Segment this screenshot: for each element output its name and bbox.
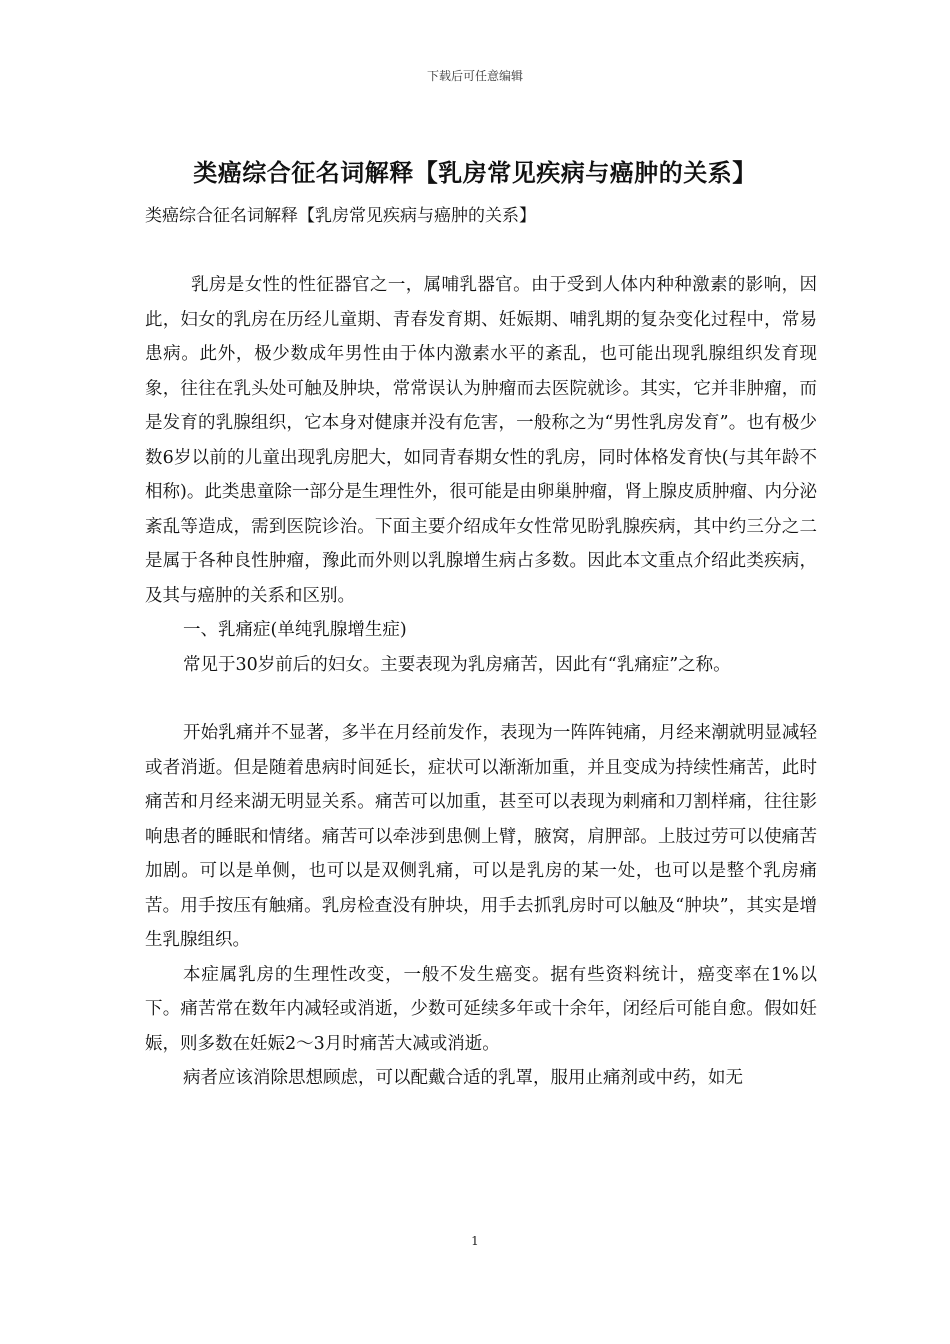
paragraph-treatment: 病者应该消除思想顾虑，可以配戴合适的乳罩，服用止痛剂或中药，如无	[183, 1068, 743, 1088]
paragraph-symptoms: 开始乳痛并不显著，多半在月经前发作，表现为一阵阵钝痛，月经来潮就明显减轻或者消逝。但是随着患病时间延长，症状可以渐渐加重，并且变成为持续性痛苦，此时痛苦和月经来湖无明显关系。痛苦可以加重，甚至可以表现为刺痛和刀割样痛，往往影响患者的睡眠和情绪。痛苦可以牵涉到患侧上臂，腋窝，肩胛部。上肢过劳可以使痛苦加剧。可以是单侧，也可以是双侧乳痛，可以是乳房的某一处，也可以是整个乳房痛苦。用手按压有触痛。乳房检查没有肿块，用手去抓乳房时可以触及“肿块”，其实是增生乳腺组织。	[145, 723, 817, 950]
section-heading: 一、乳痛症(单纯乳腺增生症)	[183, 620, 407, 640]
paragraph-overview: 常见于30岁前后的妇女。主要表现为乳房痛苦，因此有“乳痛症”之称。	[183, 654, 731, 675]
paragraph-prognosis: 本症属乳房的生理性改变，一般不发生癌变。据有些资料统计，癌变率在1%以下。痛苦常在数年内减轻或消逝，少数可延续多年或十余年，闭经后可能自愈。假如妊娠，则多数在妊娠2～3月时痛苦大减或消逝。	[145, 964, 817, 1054]
page-number: 1	[471, 1234, 479, 1248]
page-header: 下载后可任意编辑	[426, 69, 523, 83]
document-body	[145, 268, 817, 1096]
document-subtitle: 类癌综合征名词解释【乳房常见疾病与癌肿的关系】	[145, 206, 536, 226]
document-title: 类癌综合征名词解释【乳房常见疾病与癌肿的关系】	[193, 158, 757, 187]
paragraph-intro: 乳房是女性的性征器官之一，属哺乳器官。由于受到人体内种种激素的影响，因此，妇女的乳房在历经儿童期、青春发育期、妊娠期、哺乳期的复杂变化过程中，常易患病。此外，极少数成年男性由于体内激素水平的紊乱，也可能出现乳腺组织发育现象，往往在乳头处可触及肿块，常常误认为肿瘤而去医院就诊。其实，它并非肿瘤，而是发育的乳腺组织，它本身对健康并没有危害，一般称之为“男性乳房发育”。也有极少数6岁以前的儿童出现乳房肥大，如同青春期女性的乳房，同时体格发育快(与其年龄不相称)。此类患童除一部分是生理性外，很可能是由卵巢肿瘤，肾上腺皮质肿瘤、内分泌紊乱等造成，需到医院诊治。下面主要介绍成年女性常见盼乳腺疾病，其中约三分之二是属于各种良性肿瘤，豫此而外则以乳腺增生病占多数。因此本文重点介绍此类疾病，及其与癌肿的关系和区别。	[145, 275, 817, 606]
